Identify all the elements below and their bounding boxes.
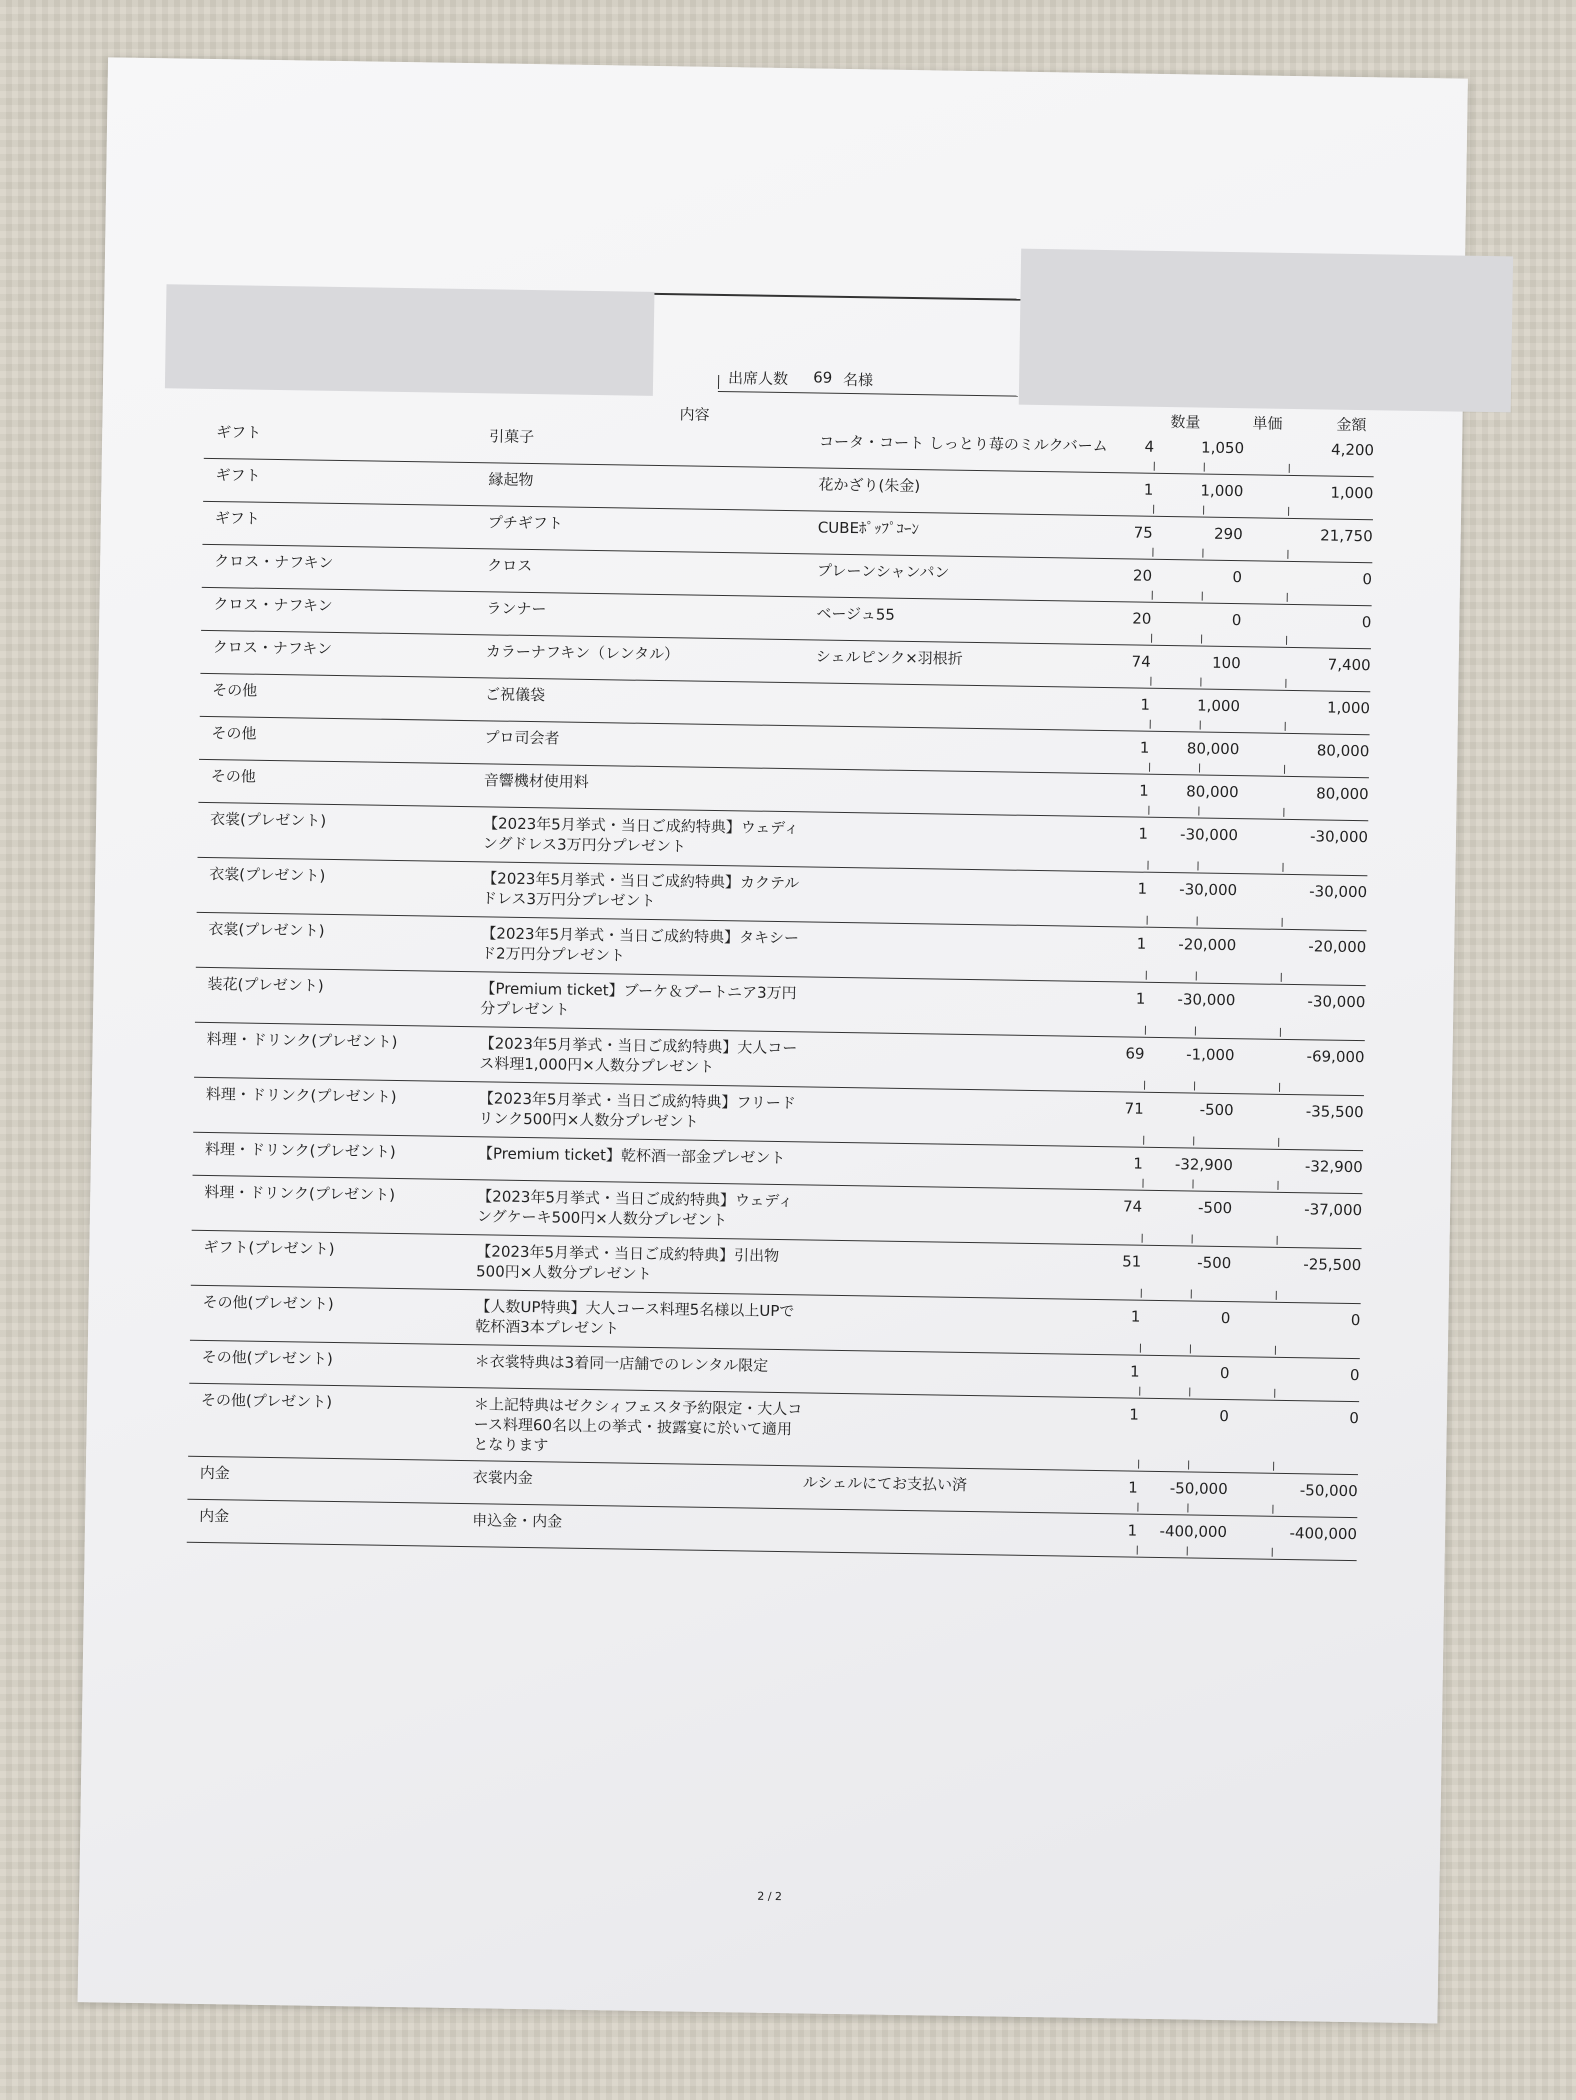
- row-detail: ルシェルにてお支払い済: [802, 1473, 968, 1494]
- row-amount: 0: [1361, 613, 1372, 632]
- cell-tick-mark: [1202, 592, 1203, 601]
- cell-tick-mark: [1144, 1081, 1145, 1090]
- cell-tick-mark: [1147, 861, 1148, 870]
- row-quantity: 1: [1135, 989, 1146, 1008]
- cell-tick-mark: [1203, 506, 1204, 515]
- row-unit-price: 1,050: [1200, 438, 1245, 458]
- column-header-unit-price: 単価: [1252, 414, 1283, 433]
- attendance-unit: 名様: [842, 370, 874, 390]
- cell-tick-mark: [1152, 591, 1153, 600]
- row-amount: 0: [1362, 570, 1373, 589]
- cell-tick-mark: [1288, 507, 1289, 516]
- cell-tick-mark: [1287, 550, 1288, 559]
- row-item: プチギフト: [487, 513, 563, 533]
- row-amount: 0: [1349, 1408, 1360, 1428]
- row-quantity: 1: [1128, 1478, 1138, 1497]
- cell-tick-mark: [1154, 462, 1155, 471]
- cell-tick-mark: [1204, 463, 1205, 472]
- cell-tick-mark: [1287, 593, 1288, 602]
- cell-tick-mark: [1277, 1181, 1278, 1190]
- row-unit-price: 0: [1220, 1308, 1231, 1328]
- cell-tick-mark: [1278, 1138, 1279, 1147]
- row-detail: シェルピンク×羽根折: [815, 647, 963, 668]
- row-quantity: 74: [1131, 652, 1151, 671]
- row-quantity: 75: [1133, 523, 1153, 542]
- cell-tick-mark: [1202, 549, 1203, 558]
- cell-tick-mark: [1200, 721, 1201, 730]
- row-unit-price: 0: [1219, 1363, 1230, 1383]
- row-amount: -37,000: [1304, 1200, 1363, 1220]
- row-category: 料理・ドリンク(プレゼント): [204, 1182, 396, 1204]
- cell-tick-mark: [1146, 971, 1147, 980]
- row-amount: 80,000: [1316, 784, 1369, 804]
- page-number: 2 / 2: [757, 1889, 783, 1904]
- row-amount: 1,000: [1326, 698, 1371, 718]
- row-quantity: 71: [1124, 1099, 1144, 1118]
- attendance-tick: [718, 375, 719, 389]
- row-amount: -30,000: [1309, 827, 1369, 847]
- row-category: 内金: [199, 1463, 231, 1483]
- row-quantity: 20: [1132, 609, 1152, 628]
- cell-tick-mark: [1285, 722, 1286, 731]
- cell-tick-mark: [1272, 1505, 1273, 1514]
- row-quantity: 1: [1143, 480, 1154, 499]
- row-item: 【2023年5月挙式・当日ご成約特典】カクテルドレス3万円分プレゼント: [481, 869, 800, 911]
- row-category: その他(プレゼント): [201, 1347, 333, 1369]
- row-unit-price: 100: [1211, 653, 1241, 673]
- cell-tick-mark: [1137, 1546, 1138, 1555]
- attendance-label: 出席人数: [727, 369, 789, 389]
- row-category: その他: [212, 681, 258, 700]
- row-quantity: 1: [1133, 1154, 1143, 1173]
- row-unit-price: -500: [1197, 1198, 1233, 1218]
- row-amount: 4,200: [1330, 440, 1375, 460]
- row-category: ギフト: [215, 466, 261, 485]
- cell-tick-mark: [1147, 916, 1148, 925]
- row-item: 音響機材使用料: [483, 771, 589, 791]
- column-header-qty: 数量: [1170, 413, 1201, 432]
- row-item: プロ司会者: [484, 728, 560, 748]
- row-quantity: 69: [1125, 1044, 1145, 1063]
- row-category: 料理・ドリンク(プレゼント): [204, 1139, 396, 1161]
- cell-tick-mark: [1191, 1289, 1192, 1298]
- row-unit-price: 0: [1219, 1406, 1230, 1426]
- cell-tick-mark: [1285, 679, 1286, 688]
- row-detail: CUBEﾎﾟｯﾌﾟｺｰﾝ: [817, 518, 920, 539]
- row-unit-price: 80,000: [1186, 739, 1240, 759]
- cell-tick-mark: [1279, 1083, 1280, 1092]
- row-amount: -400,000: [1289, 1524, 1358, 1544]
- row-amount: -50,000: [1299, 1481, 1358, 1501]
- cell-tick-mark: [1140, 1344, 1141, 1353]
- row-quantity: 1: [1140, 695, 1151, 714]
- row-unit-price: -20,000: [1178, 935, 1237, 955]
- row-category: ギフト(プレゼント): [203, 1237, 335, 1259]
- row-item: 【人数UP特典】大人コース料理5名様以上UPで乾杯酒3本プレゼント: [475, 1297, 795, 1338]
- row-amount: -32,900: [1304, 1157, 1363, 1177]
- row-category: 衣裳(プレゼント): [209, 810, 327, 830]
- row-item: 【2023年5月挙式・当日ご成約特典】ウェディングドレス3万円分プレゼント: [482, 814, 800, 856]
- cell-tick-mark: [1195, 1027, 1196, 1036]
- row-amount: -20,000: [1308, 937, 1367, 957]
- attendance-line: [718, 367, 1018, 397]
- document-page: [78, 57, 1468, 2023]
- row-amount: 0: [1349, 1365, 1360, 1385]
- row-unit-price: -500: [1197, 1253, 1232, 1273]
- row-amount: -35,500: [1305, 1102, 1364, 1122]
- cell-tick-mark: [1148, 806, 1149, 815]
- cell-tick-mark: [1274, 1389, 1275, 1398]
- cell-tick-mark: [1280, 1028, 1281, 1037]
- row-unit-price: -500: [1199, 1100, 1234, 1120]
- row-category: 料理・ドリンク(プレゼント): [206, 1029, 398, 1051]
- row-item: 【Premium ticket】乾杯酒一部金プレゼント: [477, 1144, 786, 1168]
- row-unit-price: -32,900: [1174, 1155, 1233, 1175]
- cell-tick-mark: [1276, 1291, 1277, 1300]
- cell-tick-mark: [1282, 918, 1283, 927]
- cell-tick-mark: [1194, 1082, 1195, 1091]
- row-unit-price: 1,000: [1200, 481, 1244, 501]
- row-unit-price: -30,000: [1177, 990, 1236, 1010]
- cell-tick-mark: [1273, 1462, 1274, 1471]
- row-category: その他: [210, 767, 256, 786]
- row-amount: -25,500: [1303, 1255, 1362, 1275]
- row-quantity: 1: [1130, 1307, 1141, 1326]
- row-amount: -30,000: [1309, 882, 1368, 902]
- cell-tick-mark: [1199, 764, 1200, 773]
- row-item: 縁起物: [488, 470, 534, 490]
- row-detail: コータ・コート しっとり苺のミルクバーム: [818, 432, 1108, 456]
- row-detail: プレーンシャンパン: [816, 561, 950, 582]
- cell-tick-mark: [1149, 763, 1150, 772]
- cell-tick-mark: [1139, 1387, 1140, 1396]
- row-item: ランナー: [486, 599, 547, 619]
- cell-tick-mark: [1145, 1026, 1146, 1035]
- cell-tick-mark: [1193, 1136, 1194, 1145]
- cell-tick-mark: [1138, 1460, 1139, 1469]
- row-item: カラーナフキン（レンタル）: [485, 642, 680, 664]
- row-amount: 80,000: [1316, 741, 1370, 761]
- row-item: 【2023年5月挙式・当日ご成約特典】フリードリンク500円×人数分プレゼント: [478, 1089, 797, 1131]
- row-category: 料理・ドリンク(プレゼント): [205, 1084, 397, 1106]
- cell-tick-mark: [1201, 635, 1202, 644]
- row-unit-price: 290: [1213, 524, 1243, 544]
- row-category: ギフト: [214, 509, 261, 528]
- attendance-count: 69: [813, 368, 833, 387]
- row-quantity: 1: [1139, 738, 1150, 757]
- row-category: 装花(プレゼント): [207, 974, 324, 995]
- row-amount: -30,000: [1307, 992, 1366, 1012]
- row-unit-price: 80,000: [1186, 782, 1239, 802]
- row-quantity: 20: [1132, 566, 1153, 585]
- column-header-content: 内容: [679, 405, 710, 424]
- cell-tick-mark: [1197, 862, 1198, 871]
- cell-tick-mark: [1192, 1179, 1193, 1188]
- row-item: ご祝儀袋: [484, 685, 546, 705]
- row-category: その他(プレゼント): [200, 1390, 333, 1412]
- row-quantity: 1: [1139, 781, 1149, 800]
- row-category: クロス・ナフキン: [212, 638, 333, 658]
- cell-tick-mark: [1196, 972, 1197, 981]
- cell-tick-mark: [1289, 464, 1290, 473]
- cell-tick-mark: [1286, 636, 1287, 645]
- row-item: クロス: [487, 556, 533, 576]
- row-unit-price: -1,000: [1186, 1045, 1235, 1065]
- row-item: ＊衣裳特典は3着同一店舗でのレンタル限定: [474, 1352, 769, 1375]
- row-item: 【2023年5月挙式・当日ご成約特典】ウェディングケーキ500円×人数分プレゼント: [476, 1187, 794, 1230]
- row-item: ＊上記特典はゼクシィフェスタ予約限定・大人コース料理60名以上の挙式・披露宴に於いて適用となります: [473, 1395, 803, 1455]
- row-amount: 1,000: [1330, 483, 1374, 503]
- row-category: 内金: [199, 1506, 230, 1526]
- row-amount: 0: [1350, 1310, 1361, 1330]
- row-amount: 21,750: [1320, 526, 1373, 546]
- row-category: その他(プレゼント): [202, 1292, 334, 1314]
- row-amount: -69,000: [1306, 1047, 1365, 1067]
- cell-tick-mark: [1283, 808, 1284, 817]
- cell-tick-mark: [1150, 720, 1151, 729]
- cell-tick-mark: [1141, 1289, 1142, 1298]
- row-quantity: 1: [1127, 1521, 1138, 1540]
- row-unit-price: -30,000: [1179, 825, 1239, 845]
- cell-tick-mark: [1152, 548, 1153, 557]
- cell-tick-mark: [1187, 1503, 1188, 1512]
- row-category: クロス・ナフキン: [213, 595, 333, 615]
- row-unit-price: 0: [1231, 611, 1242, 630]
- row-quantity: 1: [1138, 824, 1149, 843]
- row-quantity: 1: [1137, 879, 1148, 898]
- cell-tick-mark: [1198, 807, 1199, 816]
- row-quantity: 4: [1144, 437, 1155, 456]
- row-category: クロス・ナフキン: [214, 552, 334, 572]
- row-item: 【2023年5月挙式・当日ご成約特典】大人コース料理1,000円×人数分プレゼント: [479, 1034, 798, 1076]
- row-item: 引菓子: [489, 427, 535, 447]
- row-quantity: 1: [1136, 934, 1147, 953]
- cell-tick-mark: [1137, 1503, 1138, 1512]
- row-quantity: 51: [1122, 1252, 1142, 1271]
- cell-tick-mark: [1282, 863, 1283, 872]
- row-unit-price: -400,000: [1159, 1522, 1228, 1542]
- row-unit-price: -30,000: [1179, 880, 1238, 900]
- row-unit-price: 1,000: [1196, 696, 1241, 716]
- row-unit-price: 0: [1232, 568, 1243, 587]
- row-item: 【2023年5月挙式・当日ご成約特典】引出物500円×人数分プレゼント: [475, 1242, 780, 1284]
- row-detail: ベージュ55: [816, 604, 896, 624]
- header-rule: [654, 293, 1020, 301]
- row-category: 衣裳(プレゼント): [209, 865, 326, 885]
- cell-tick-mark: [1277, 1236, 1278, 1245]
- row-item: 衣裳内金: [472, 1468, 533, 1488]
- cell-tick-mark: [1189, 1387, 1190, 1396]
- row-item: 【2023年5月挙式・当日ご成約特典】タキシード2万円分プレゼント: [480, 924, 800, 965]
- redacted-block-right: [1019, 249, 1513, 413]
- redacted-block-left: [165, 284, 655, 396]
- row-item: 【Premium ticket】ブーケ＆ブートニア3万円分プレゼント: [480, 979, 797, 1019]
- cell-tick-mark: [1190, 1344, 1191, 1353]
- cell-tick-mark: [1284, 765, 1285, 774]
- row-quantity: 1: [1129, 1405, 1140, 1424]
- cell-tick-mark: [1192, 1234, 1193, 1243]
- cell-tick-mark: [1143, 1136, 1144, 1145]
- cell-tick-mark: [1151, 634, 1152, 643]
- cell-tick-mark: [1150, 677, 1151, 686]
- row-item: 申込金・内金: [472, 1511, 563, 1531]
- cell-tick-mark: [1275, 1346, 1276, 1355]
- row-category: ギフト: [216, 423, 262, 442]
- line-items-table: [187, 416, 1375, 1561]
- row-quantity: 74: [1122, 1197, 1143, 1216]
- cell-tick-mark: [1153, 505, 1154, 514]
- cell-tick-mark: [1142, 1234, 1143, 1243]
- row-category: 衣裳(プレゼント): [208, 920, 325, 940]
- row-detail: 花かざり(朱金): [818, 475, 921, 496]
- cell-tick-mark: [1142, 1179, 1143, 1188]
- cell-tick-mark: [1188, 1460, 1189, 1469]
- cell-tick-mark: [1200, 678, 1201, 687]
- column-header-amount: 金額: [1336, 415, 1367, 435]
- cell-tick-mark: [1281, 973, 1282, 982]
- cell-tick-mark: [1187, 1546, 1188, 1555]
- row-unit-price: -50,000: [1169, 1479, 1228, 1499]
- cell-tick-mark: [1272, 1548, 1273, 1557]
- cell-tick-mark: [1197, 917, 1198, 926]
- row-category: その他: [211, 724, 257, 743]
- row-amount: 7,400: [1327, 655, 1371, 675]
- row-quantity: 1: [1129, 1362, 1140, 1381]
